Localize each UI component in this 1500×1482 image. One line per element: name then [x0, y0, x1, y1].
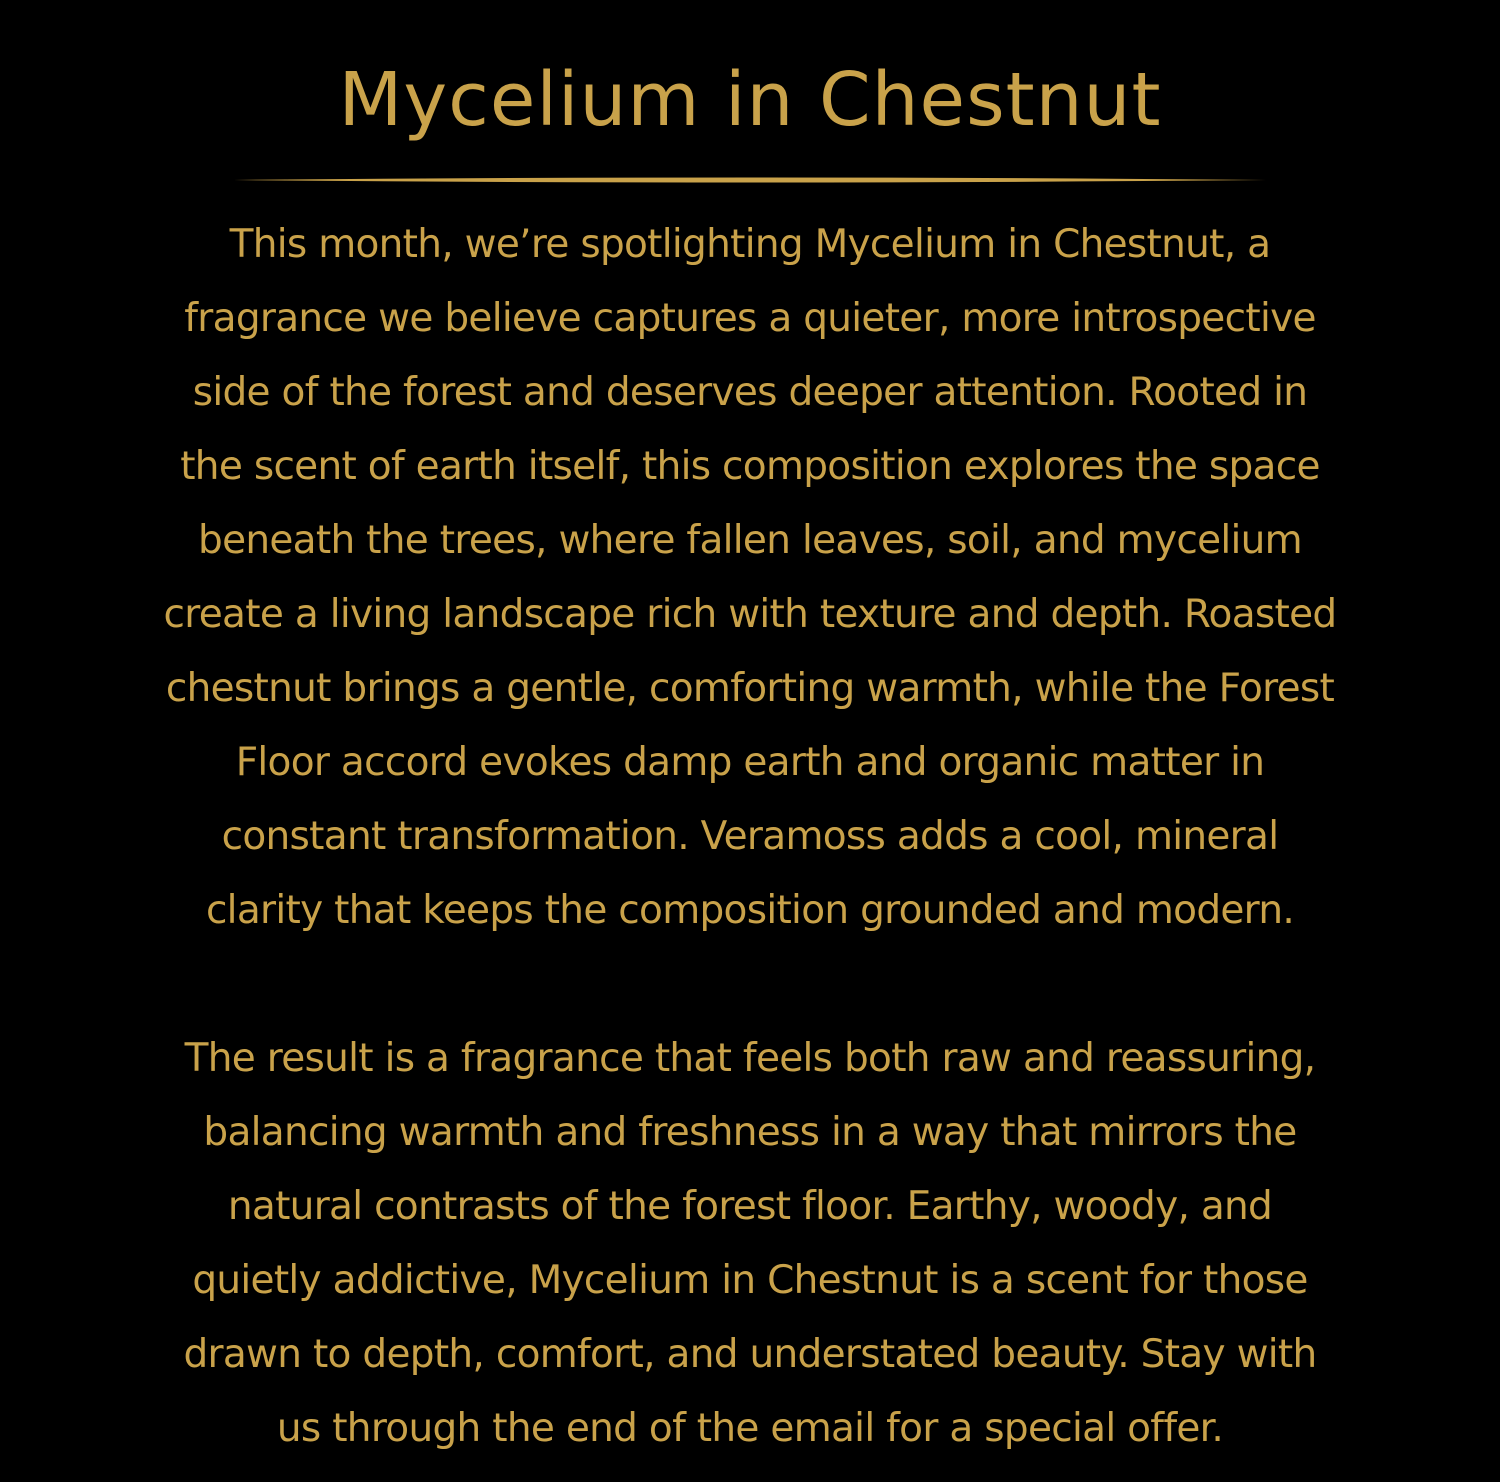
page-title: Mycelium in Chestnut: [338, 57, 1162, 143]
description-paragraph-1: This month, we’re spotlighting Mycelium in Chestnut, a fragrance we believe captures a quieter, more introspective side of the forest and deserves deeper attention. Rooted in the scent of earth itself, this composition explores the space beneath the trees, where fallen leaves, soil, and mycelium create a living landscape rich with texture and depth. Roasted chestnut brings a gentle, comforting warmth, while the Forest Floor accord evokes damp earth and organic matter in constant transformation. Veramoss adds a cool, mineral clarity that keeps the composition grounded and modern.: [163, 222, 1337, 933]
description-paragraph-2: The result is a fragrance that feels both raw and reassuring, balancing warmth and freshness in a way that mirrors the natural contrasts of the forest floor. Earthy, woody, and quietly addictive, Mycelium in Chestnut is a scent for those drawn to depth, comfort, and understated beauty. Stay with us through the end of the email for a special offer.: [183, 1036, 1317, 1451]
title-divider: [234, 176, 1266, 184]
